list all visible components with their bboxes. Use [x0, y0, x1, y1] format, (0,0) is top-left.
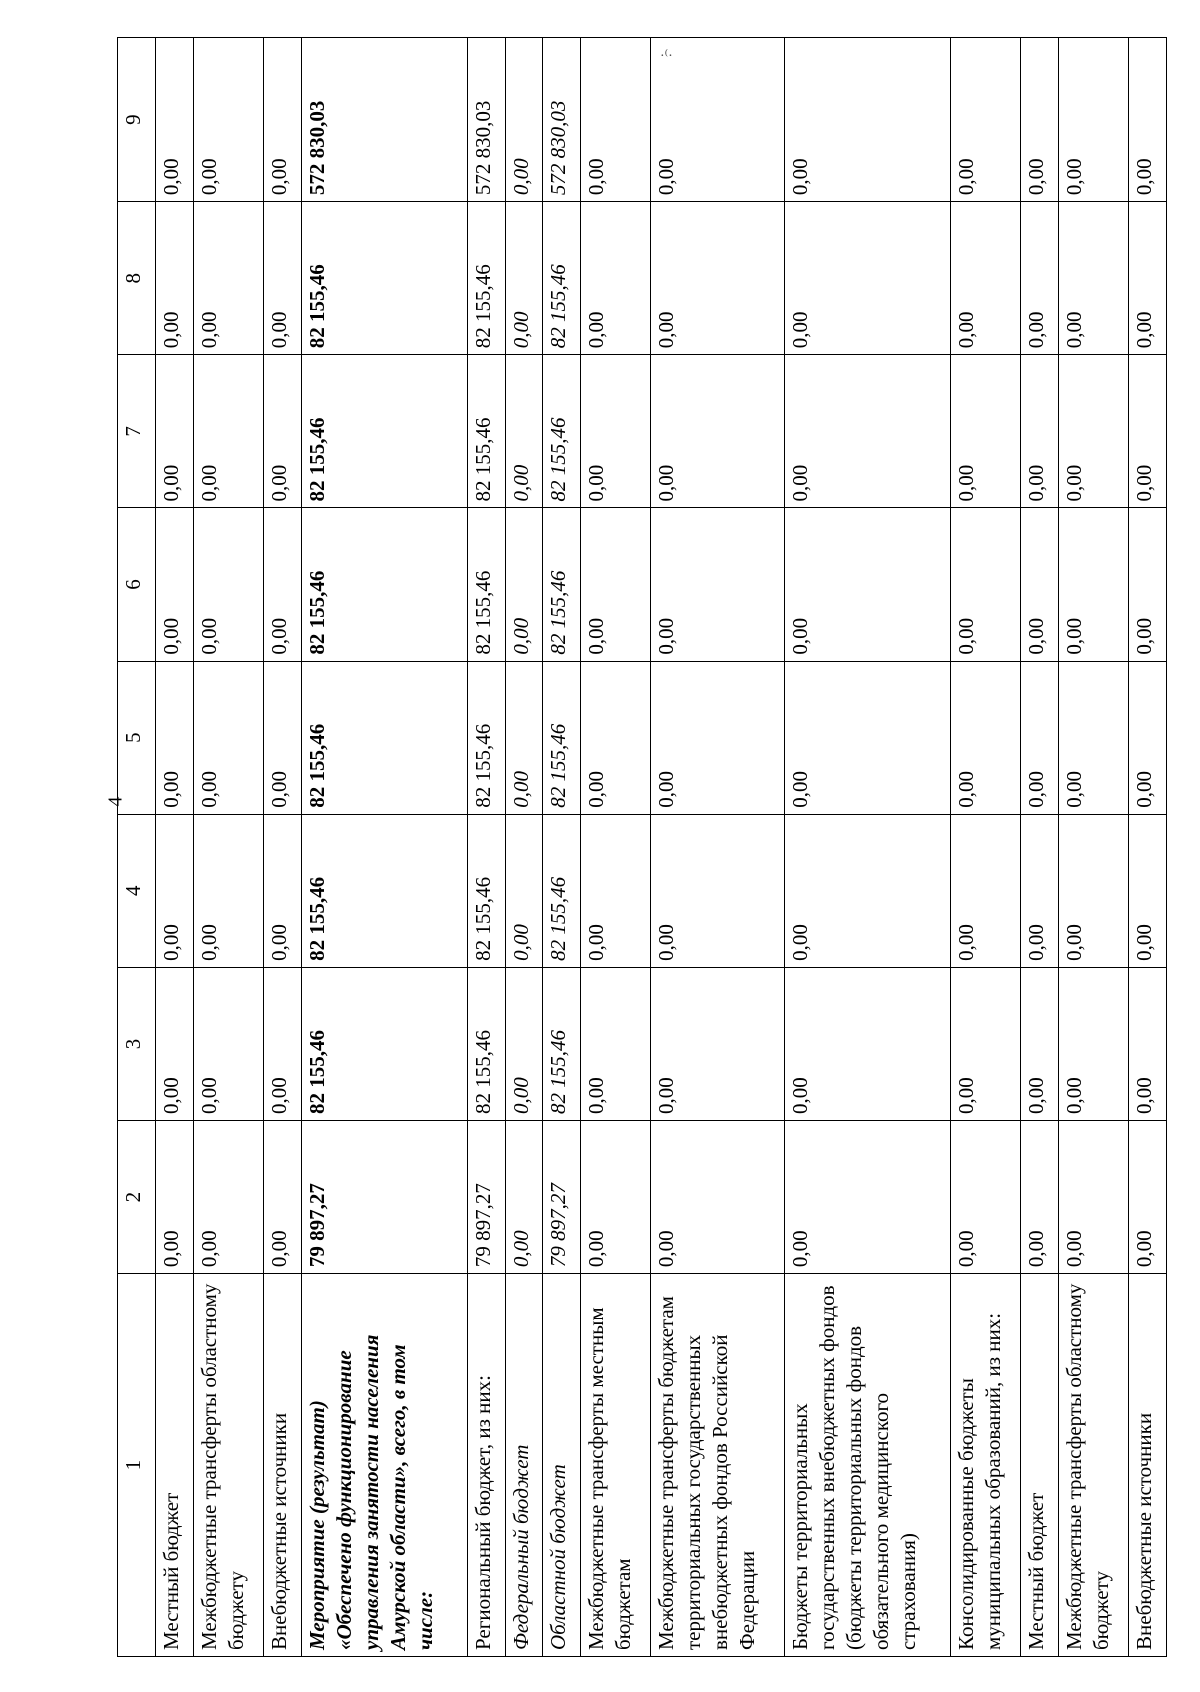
value-cell: 0,00	[651, 38, 785, 202]
row-label-cell: Местный бюджет	[1021, 1274, 1059, 1657]
table-row	[785, 38, 951, 1657]
value-cell: 82 155,46	[543, 967, 581, 1120]
value-cell: 0,00	[263, 661, 301, 814]
value-cell: 0,00	[505, 508, 543, 661]
value-cell: 0,00	[951, 202, 1021, 355]
header-cell: 4	[118, 814, 156, 967]
value-cell: 0,00	[581, 967, 651, 1120]
value-cell: 0,00	[193, 1121, 263, 1274]
table-header-row	[118, 38, 156, 1657]
row-label-cell: Местный бюджет	[155, 1274, 193, 1657]
value-cell: 82 155,46	[467, 202, 505, 355]
table-row	[543, 38, 581, 1657]
value-cell: 0,00	[651, 967, 785, 1120]
value-cell: 0,00	[785, 967, 951, 1120]
header-cell: 6	[118, 508, 156, 661]
value-cell: 0,00	[1128, 508, 1166, 661]
value-cell: 0,00	[951, 661, 1021, 814]
value-cell: 0,00	[1021, 1121, 1059, 1274]
table-row	[581, 38, 651, 1657]
value-cell: 0,00	[1059, 508, 1129, 661]
value-cell: 0,00	[651, 1121, 785, 1274]
value-cell: 82 155,46	[467, 967, 505, 1120]
value-cell: 0,00	[263, 38, 301, 202]
row-label-cell: Региональный бюджет, из них:	[467, 1274, 505, 1657]
value-cell: 572 830,03	[301, 38, 467, 202]
value-cell: 0,00	[263, 814, 301, 967]
row-label-cell: Областной бюджет	[543, 1274, 581, 1657]
value-cell: 0,00	[1021, 355, 1059, 508]
header-cell: 8	[118, 202, 156, 355]
row-label-cell: Межбюджетные трансферты бюджетам территориальных государственных внебюджетных фондов Российской Федерации	[651, 1274, 785, 1657]
value-cell: 0,00	[155, 38, 193, 202]
value-cell: 82 155,46	[543, 355, 581, 508]
value-cell: 82 155,46	[467, 661, 505, 814]
scan-mark: ·⁽·	[660, 49, 673, 64]
value-cell: 0,00	[1128, 38, 1166, 202]
value-cell: 79 897,27	[543, 1121, 581, 1274]
value-cell: 0,00	[951, 38, 1021, 202]
table-row	[155, 38, 193, 1657]
value-cell: 0,00	[581, 355, 651, 508]
value-cell: 0,00	[193, 355, 263, 508]
value-cell: 82 155,46	[301, 967, 467, 1120]
table-row	[301, 38, 467, 1657]
value-cell: 0,00	[581, 1121, 651, 1274]
value-cell: 0,00	[951, 508, 1021, 661]
value-cell: 0,00	[263, 355, 301, 508]
value-cell: 0,00	[1021, 814, 1059, 967]
value-cell: 0,00	[1059, 202, 1129, 355]
header-cell: 7	[118, 355, 156, 508]
budget-table	[117, 37, 1167, 1657]
value-cell: 0,00	[1128, 355, 1166, 508]
value-cell: 0,00	[155, 355, 193, 508]
table-row	[263, 38, 301, 1657]
value-cell: 0,00	[581, 38, 651, 202]
value-cell: 0,00	[651, 508, 785, 661]
value-cell: 79 897,27	[301, 1121, 467, 1274]
value-cell: 0,00	[155, 508, 193, 661]
value-cell: 0,00	[505, 1121, 543, 1274]
rotated-page	[117, 37, 1167, 1657]
value-cell: 0,00	[1059, 38, 1129, 202]
value-cell: 0,00	[193, 508, 263, 661]
value-cell: 0,00	[581, 508, 651, 661]
value-cell: 0,00	[263, 967, 301, 1120]
value-cell: 82 155,46	[301, 814, 467, 967]
value-cell: 0,00	[193, 38, 263, 202]
value-cell: 0,00	[1021, 967, 1059, 1120]
value-cell: 0,00	[193, 661, 263, 814]
table-row	[505, 38, 543, 1657]
value-cell: 0,00	[505, 661, 543, 814]
value-cell: 82 155,46	[301, 202, 467, 355]
row-label-cell: Бюджеты территориальных государственных внебюджетных фондов (бюджеты территориальных фондов обязательного медицинского страхования)	[785, 1274, 951, 1657]
value-cell: 82 155,46	[301, 355, 467, 508]
value-cell: 0,00	[1021, 661, 1059, 814]
table-row	[651, 38, 785, 1657]
value-cell: 0,00	[785, 38, 951, 202]
value-cell: 82 155,46	[467, 355, 505, 508]
value-cell: 0,00	[1059, 355, 1129, 508]
value-cell: 0,00	[785, 1121, 951, 1274]
value-cell: 0,00	[263, 202, 301, 355]
value-cell: 82 155,46	[543, 508, 581, 661]
value-cell: 0,00	[505, 355, 543, 508]
row-label-cell: Межбюджетные трансферты областному бюджету	[1059, 1274, 1129, 1657]
value-cell: 0,00	[951, 1121, 1021, 1274]
value-cell: 0,00	[785, 814, 951, 967]
row-label-cell: Межбюджетные трансферты местным бюджетам	[581, 1274, 651, 1657]
value-cell: 0,00	[1059, 967, 1129, 1120]
value-cell: 0,00	[263, 1121, 301, 1274]
row-label-cell: Консолидированные бюджеты муниципальных образований, из них:	[951, 1274, 1021, 1657]
value-cell: 0,00	[505, 202, 543, 355]
value-cell: 0,00	[505, 814, 543, 967]
value-cell: 82 155,46	[543, 814, 581, 967]
header-cell: 9	[118, 38, 156, 202]
value-cell: 0,00	[1059, 814, 1129, 967]
value-cell: 0,00	[785, 661, 951, 814]
table-row	[1059, 38, 1129, 1657]
header-cell: 3	[118, 967, 156, 1120]
value-cell: 79 897,27	[467, 1121, 505, 1274]
value-cell: 0,00	[1128, 814, 1166, 967]
row-label-cell: Внебюджетные источники	[263, 1274, 301, 1657]
value-cell: 0,00	[193, 202, 263, 355]
header-cell: 2	[118, 1121, 156, 1274]
value-cell: 82 155,46	[543, 661, 581, 814]
value-cell: 572 830,03	[467, 38, 505, 202]
value-cell: 0,00	[505, 967, 543, 1120]
value-cell: 0,00	[505, 38, 543, 202]
value-cell: 0,00	[1128, 967, 1166, 1120]
value-cell: 0,00	[651, 202, 785, 355]
table-row	[1021, 38, 1059, 1657]
row-label-cell: Межбюджетные трансферты областному бюджету	[193, 1274, 263, 1657]
table-row	[951, 38, 1021, 1657]
value-cell: 0,00	[1128, 1121, 1166, 1274]
value-cell: 82 155,46	[467, 814, 505, 967]
row-label-cell: Федеральный бюджет	[505, 1274, 543, 1657]
value-cell: 0,00	[651, 661, 785, 814]
value-cell: 0,00	[1021, 508, 1059, 661]
value-cell: 0,00	[1021, 202, 1059, 355]
value-cell: 0,00	[581, 202, 651, 355]
header-cell: 1	[118, 1274, 156, 1657]
value-cell: 0,00	[1059, 1121, 1129, 1274]
value-cell: 0,00	[1059, 661, 1129, 814]
row-label-cell: Внебюджетные источники	[1128, 1274, 1166, 1657]
value-cell: 0,00	[785, 508, 951, 661]
value-cell: 0,00	[651, 355, 785, 508]
table-row	[467, 38, 505, 1657]
value-cell: 0,00	[1128, 661, 1166, 814]
value-cell: 572 830,03	[543, 38, 581, 202]
value-cell: 0,00	[155, 814, 193, 967]
value-cell: 0,00	[155, 1121, 193, 1274]
row-label-cell: Мероприятие (результат) «Обеспечено функционирование управления занятости населения Амурской области», всего, в том числе:	[301, 1274, 467, 1657]
header-cell: 5	[118, 661, 156, 814]
table-row	[1128, 38, 1166, 1657]
value-cell: 0,00	[1128, 202, 1166, 355]
value-cell: 82 155,46	[543, 202, 581, 355]
value-cell: 0,00	[155, 661, 193, 814]
value-cell: 0,00	[1021, 38, 1059, 202]
value-cell: 82 155,46	[301, 661, 467, 814]
value-cell: 82 155,46	[467, 508, 505, 661]
value-cell: 0,00	[155, 202, 193, 355]
value-cell: 0,00	[951, 967, 1021, 1120]
value-cell: 0,00	[263, 508, 301, 661]
value-cell: 0,00	[193, 967, 263, 1120]
value-cell: 0,00	[193, 814, 263, 967]
value-cell: 0,00	[951, 814, 1021, 967]
value-cell: 0,00	[785, 355, 951, 508]
value-cell: 0,00	[785, 202, 951, 355]
value-cell: 0,00	[581, 661, 651, 814]
value-cell: 0,00	[581, 814, 651, 967]
value-cell: 0,00	[651, 814, 785, 967]
value-cell: 0,00	[951, 355, 1021, 508]
table-row	[193, 38, 263, 1657]
table-body	[118, 38, 1167, 1657]
value-cell: 0,00	[155, 967, 193, 1120]
page-number: 4	[104, 796, 127, 807]
value-cell: 82 155,46	[301, 508, 467, 661]
